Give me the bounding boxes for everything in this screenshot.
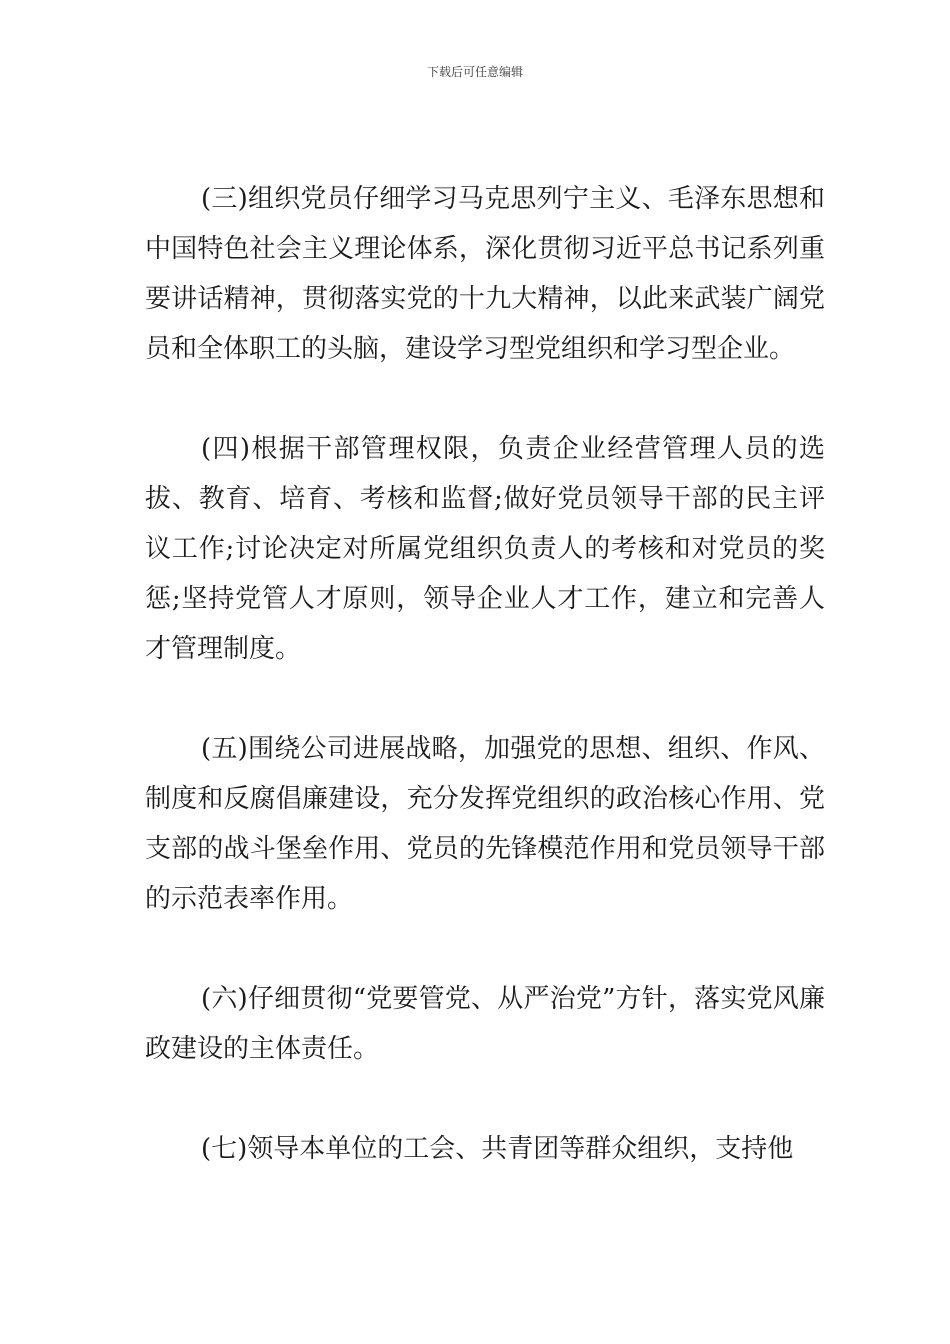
paragraph-4: (四)根据干部管理权限，负责企业经营管理人员的选拔、教育、培育、考核和监督;做好党员领导干部的民主评议工作;讨论决定对所属党组织负责人的考核和对党员的奖惩;坚持党管人才原则，领导企业人才工作，建立和完善人才管理制度。 (145, 434, 825, 664)
paragraph-7: (七)领导本单位的工会、共青团等群众组织，支持他 (201, 1134, 794, 1164)
page-header: 下载后可任意编辑 (426, 65, 523, 79)
paragraph-5: (五)围绕公司进展战略，加强党的思想、组织、作风、制度和反腐倡廉建设，充分发挥党组织的政治核心作用、党支部的战斗堡垒作用、党员的先锋模范作用和党员领导干部的示范表率作用。 (145, 734, 825, 914)
document-body (145, 174, 825, 1174)
paragraph-3: (三)组织党员仔细学习马克思列宁主义、毛泽东思想和中国特色社会主义理论体系，深化贯彻习近平总书记系列重要讲话精神，贯彻落实党的十九大精神，以此来武装广阔党员和全体职工的头脑，建设学习型党组织和学习型企业。 (145, 184, 825, 364)
paragraph-6: (六)仔细贯彻“党要管党、从严治党”方针，落实党风廉政建设的主体责任。 (145, 984, 825, 1064)
